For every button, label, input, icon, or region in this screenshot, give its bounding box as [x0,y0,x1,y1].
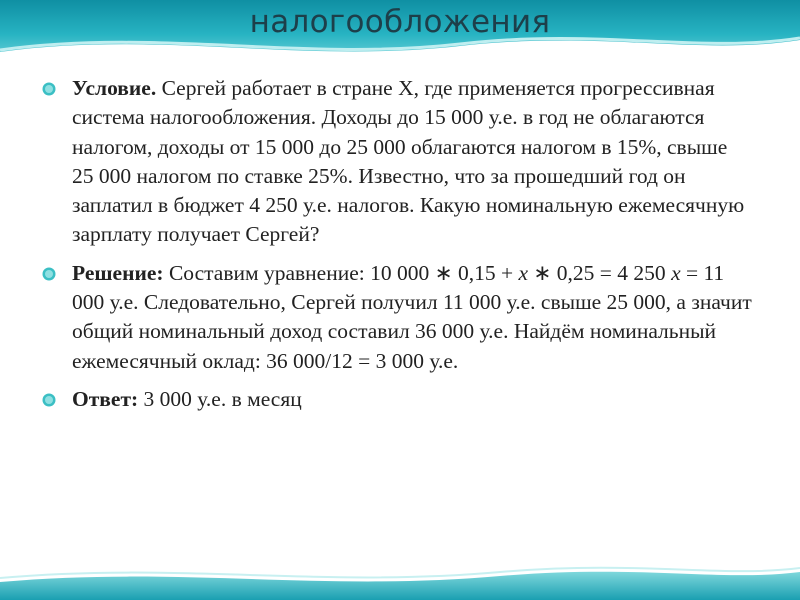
solution-text-part-2: ∗ 0,25 = 4 250 [528,260,672,285]
round-bullet-icon [42,267,56,281]
condition-paragraph [40,74,752,250]
slide-title: налогообложения [249,4,551,40]
condition-label: Условие. [72,76,157,100]
solution-text-part-3: = 11 000 у.е. Следовательно, Сергей получил 11 000 у.е. свыше 25 000, а значит общий номинальный доход составил 36 000 у.е. Найдём номинальный ежемесячный оклад: 36 000/12 = 3 000 у.е. [72,260,752,373]
round-bullet-icon [42,82,56,96]
solution-label: Решение: [72,260,164,285]
variable-x: x [518,260,529,285]
condition-text: Сергей работает в стране X, где применяется прогрессивная система налогообложения. Доходы до 15 000 у.е. в год не облагаются налогом, доходы от 15 000 до 25 000 облагаются налогом в 15%, свыше 25 000 налогом по ставке 25%. Известно, что за прошедший год он заплатил в бюджет 4 250 у.е. налогов. Какую номинальную ежемесячную зарплату получает Сергей? [72,76,745,247]
slide-body [40,74,752,423]
answer-label: Ответ: [72,386,139,411]
answer-paragraph [40,385,752,414]
solution-paragraph [40,259,752,376]
variable-x: x [671,260,681,285]
solution-text-part-1: Составим уравнение: 10 000 ∗ 0,15 + [163,260,519,285]
round-bullet-icon [42,393,56,407]
footer-wave-decoration [0,552,800,600]
answer-text: 3 000 у.е. в месяц [138,386,302,411]
